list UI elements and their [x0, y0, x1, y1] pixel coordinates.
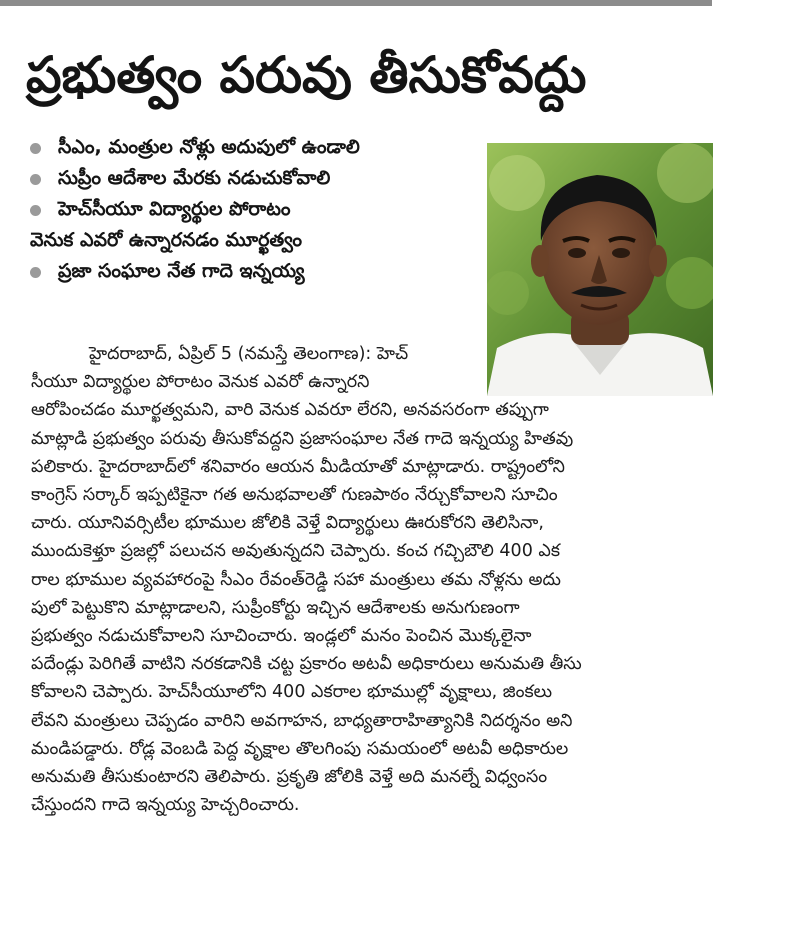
body-line: అనుమతి తీసుకుంటారని తెలిపారు. ప్రకృతి జోలికి వెళ్తే అది మనల్నే విధ్వంసం — [31, 767, 548, 788]
body-line: మాట్లాడి ప్రభుత్వం పరువు తీసుకోవద్దని ప్రజాసంఘాల నేత గాదె ఇన్నయ్య హితవు — [31, 428, 574, 449]
body-line: చారు. యూనివర్సిటీల భూముల జోలికి వెళ్తే విద్యార్థులు ఊరుకోరని తెలిసినా, — [31, 513, 544, 534]
body-line: పులో పెట్టుకొని మాట్లాడాలని, సుప్రీంకోర్టు ఇచ్చిన ఆదేశాలకు అనుగుణంగా — [31, 597, 520, 618]
article-headline: ప్రభుత్వం పరువు తీసుకోవద్దు — [26, 46, 587, 104]
bullet-item — [24, 256, 474, 287]
bullet-text: హెచ్‌సీయూ విద్యార్థుల పోరాటం — [58, 198, 291, 220]
body-line: లేవని మంత్రులు చెప్పడం వారిని అవగాహన, బాధ్యతారాహిత్యానికి నిదర్శనం అని — [31, 710, 573, 731]
bullet-item — [24, 132, 474, 163]
bullet-icon — [30, 267, 41, 278]
body-line: హైదరాబాద్, ఏప్రిల్ 5 (నమస్తే తెలంగాణ): హెచ్ — [89, 344, 409, 364]
body-line: పలికారు. హైదరాబాద్‌లో శనివారం ఆయన మీడియాతో మాట్లాడారు. రాష్ట్రంలోని — [31, 456, 565, 477]
bullet-icon — [30, 143, 41, 154]
bullet-item — [24, 194, 474, 256]
body-line: రాల భూముల వ్యవహారంపై సీఎం రేవంత్‌రెడ్డి సహా మంత్రులు తమ నోళ్లను అదు — [31, 569, 561, 590]
bullet-item — [24, 163, 474, 194]
bullet-icon — [30, 205, 41, 216]
article-body — [31, 340, 711, 819]
body-line: పదేండ్లు పెరిగితే వాటిని నరకడానికి చట్ట ప్రకారం అటవీ అధికారులు అనుమతి తీసు — [31, 654, 582, 675]
bullet-icon — [30, 174, 41, 185]
body-line: ఆరోపించడం మూర్ఖత్వమని, వారి వెనుక ఎవరూ లేరని, అనవసరంగా తప్పుగా — [31, 400, 549, 421]
top-rule — [0, 0, 712, 6]
body-line: కోవాలని చెప్పారు. హెచ్‌సీయూలోని 400 ఎకరాల భూముల్లో వృక్షాలు, జింకలు — [31, 682, 553, 703]
bullet-text: సుప్రీం ఆదేశాల మేరకు నడుచుకోవాలి — [58, 167, 331, 189]
bullet-list — [24, 132, 474, 287]
body-line: చేస్తుందని గాదె ఇన్నయ్య హెచ్చరించారు. — [31, 795, 300, 816]
body-line: సీయూ విద్యార్థుల పోరాటం వెనుక ఎవరో ఉన్నారని — [31, 372, 370, 393]
body-line: ప్రభుత్వం నడుచుకోవాలని సూచించారు. ఇండ్లలో మనం పెంచిన మొక్కలైనా — [31, 626, 532, 647]
bullet-text: ప్రజా సంఘాల నేత గాదె ఇన్నయ్య — [58, 260, 305, 282]
body-line: కాంగ్రెస్ సర్కార్ ఇప్పటికైనా గత అనుభవాలతో గుణపాఠం నేర్చుకోవాలని సూచిం — [31, 485, 558, 506]
bullet-text: సీఎం, మంత్రుల నోళ్లు అదుపులో ఉండాలి — [58, 136, 360, 158]
body-line: మండిపడ్డారు. రోడ్ల వెంబడి పెద్ద వృక్షాల తొలగింపు సమయంలో అటవీ అధికారుల — [31, 738, 569, 759]
bullet-text-continued: వెనుక ఎవరో ఉన్నారనడం మూర్ఖత్వం — [30, 229, 302, 251]
body-line: ముందుకెళ్తూ ప్రజల్లో పలుచన అవుతున్నదని చెప్పారు. కంచ గచ్చిబౌలి 400 ఎక — [31, 541, 560, 562]
